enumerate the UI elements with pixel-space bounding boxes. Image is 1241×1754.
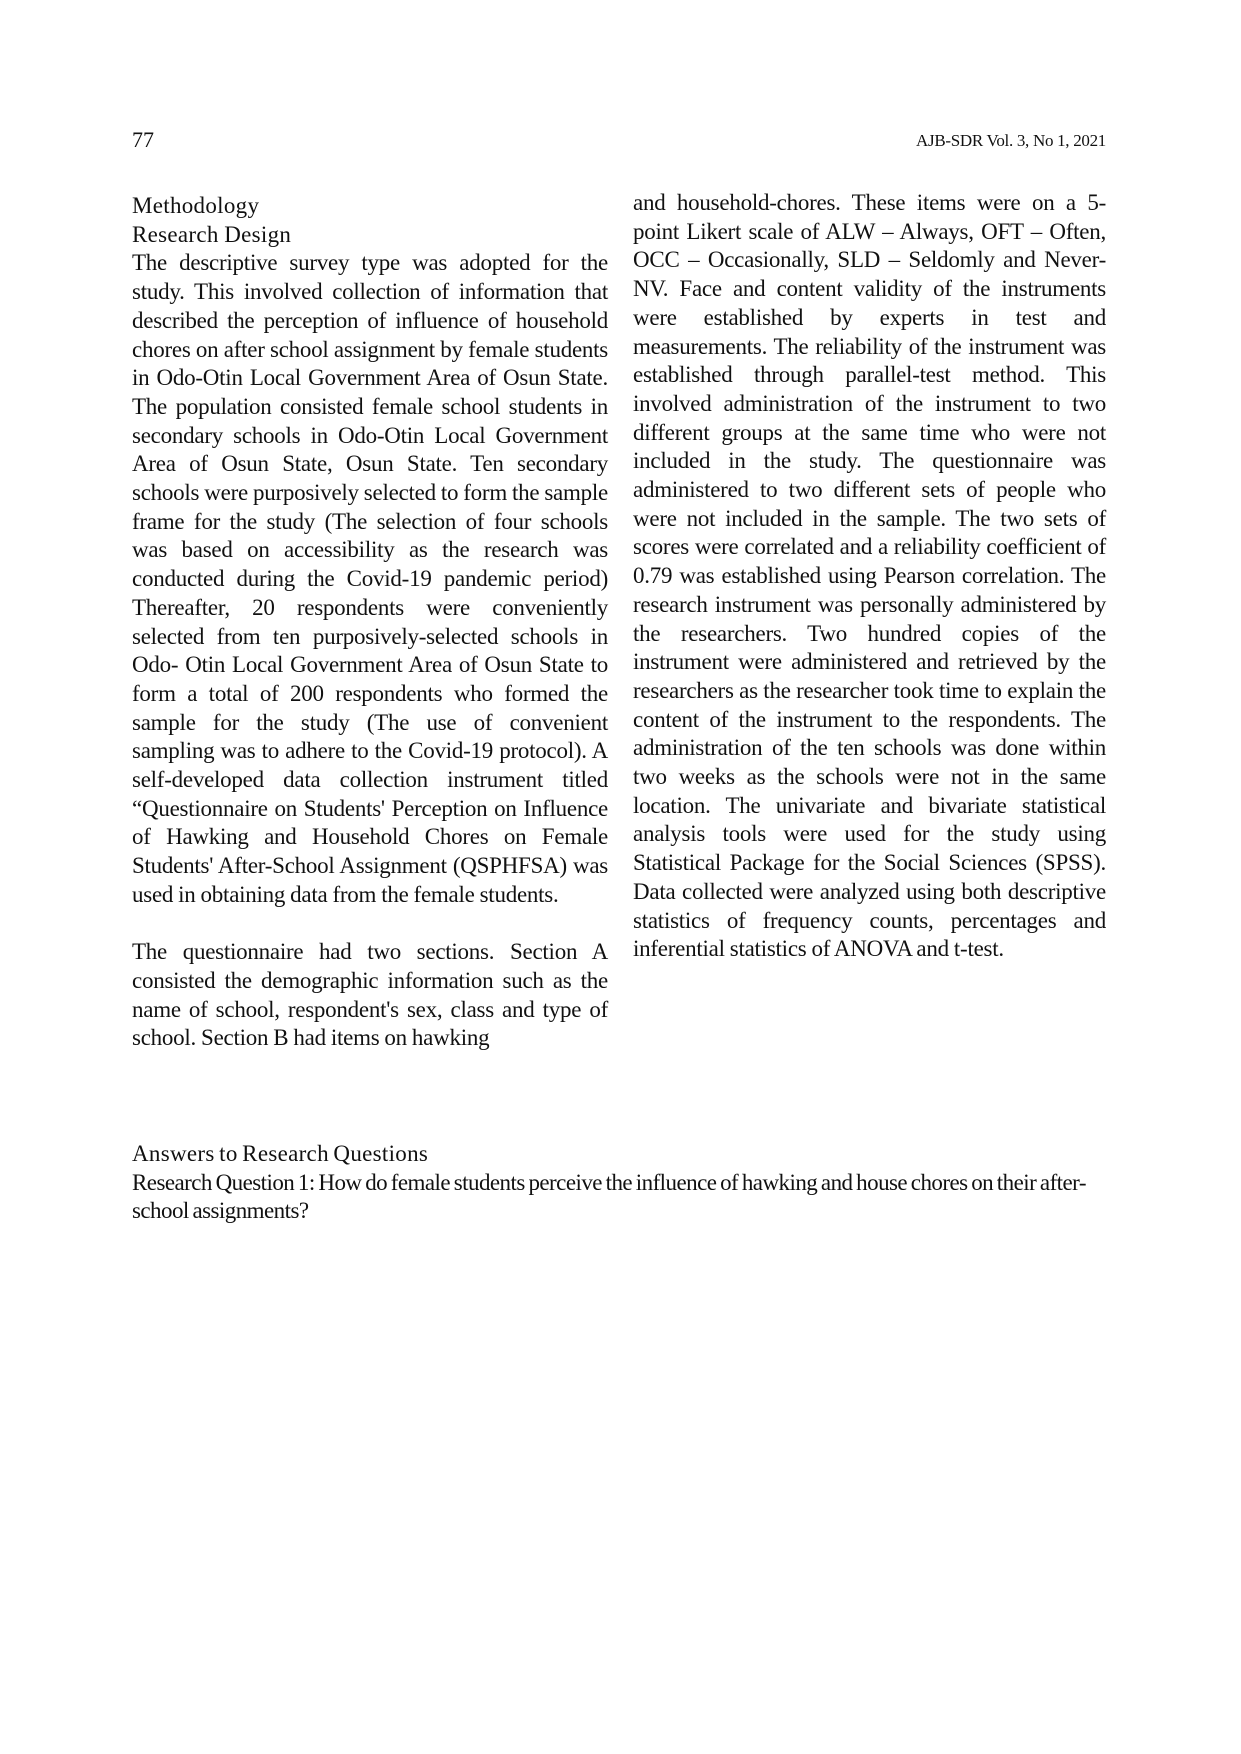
- research-question-1: Research Question 1: How do female students perceive the influence of hawking and house chores on their after-school assignments?: [132, 1169, 1086, 1224]
- page-number: 77: [132, 127, 154, 152]
- journal-running-header: AJB-SDR Vol. 3, No 1, 2021: [916, 131, 1106, 150]
- research-design-paragraph: The descriptive survey type was adopted for the study. This involved collection of information that described the perception of influence of household chores on after school assignment by female students in Odo-Otin Local Government Area of Osun State. The population consisted female school students in secondary schools in Odo-Otin Local Government Area of Osun State, Osun State. Ten secondary schools were purposively selected to form the sample frame for the study (The selection of four schools was based on accessibility as the research was conducted during the Covid-19 pandemic period) Thereafter, 20 respondents were conveniently selected from ten purposively-selected schools in Odo- Otin Local Government Area of Osun State to form a total of 200 respondents who formed the sample for the study (The use of convenient sampling was to adhere to the Covid-19 protocol). A self-developed data collection instrument titled “Questionnaire on Students' Perception on Influence of Hawking and Household Chores on Female Students' After-School Assignment (QSPHFSA) was used in obtaining data from the female students.: [132, 250, 608, 907]
- questionnaire-sections-paragraph: The questionnaire had two sections. Section A consisted the demographic information such as the name of school, respondent's sex, class and type of school. Section B had items on hawking: [132, 939, 608, 1051]
- paragraph-spacer: [132, 910, 608, 939]
- right-column: [633, 189, 1106, 964]
- instrument-validity-paragraph: and household-chores. These items were on a 5-point Likert scale of ALW – Always, OFT – Often, OCC – Occasionally, SLD – Seldomly and Never-NV. Face and content validity of the instruments were established by experts in test and measurements. The reliability of the instrument was established through parallel-test method. This involved administration of the instrument to two different groups at the same time who were not included in the study. The questionnaire was administered to two different sets of people who were not included in the sample. The two sets of scores were correlated and a reliability coefficient of 0.79 was established using Pearson correlation. The research instrument was personally administered by the researchers. Two hundred copies of the instrument were administered and retrieved by the researchers as the researcher took time to explain the content of the instrument to the respondents. The administration of the ten schools was done within two weeks as the schools were not in the same location. The univariate and bivariate statistical analysis tools were used for the study using Statistical Package for the Social Sciences (SPSS). Data collected were analyzed using both descriptive statistics of frequency counts, percentages and inferential statistics of ANOVA and t-test.: [633, 190, 1106, 962]
- section-heading-methodology: Methodology: [132, 193, 260, 218]
- answers-heading: Answers to Research Questions: [132, 1141, 429, 1166]
- left-column: [132, 192, 608, 1053]
- subsection-heading-research-design: Research Design: [132, 221, 292, 247]
- answers-section: [132, 1140, 1122, 1226]
